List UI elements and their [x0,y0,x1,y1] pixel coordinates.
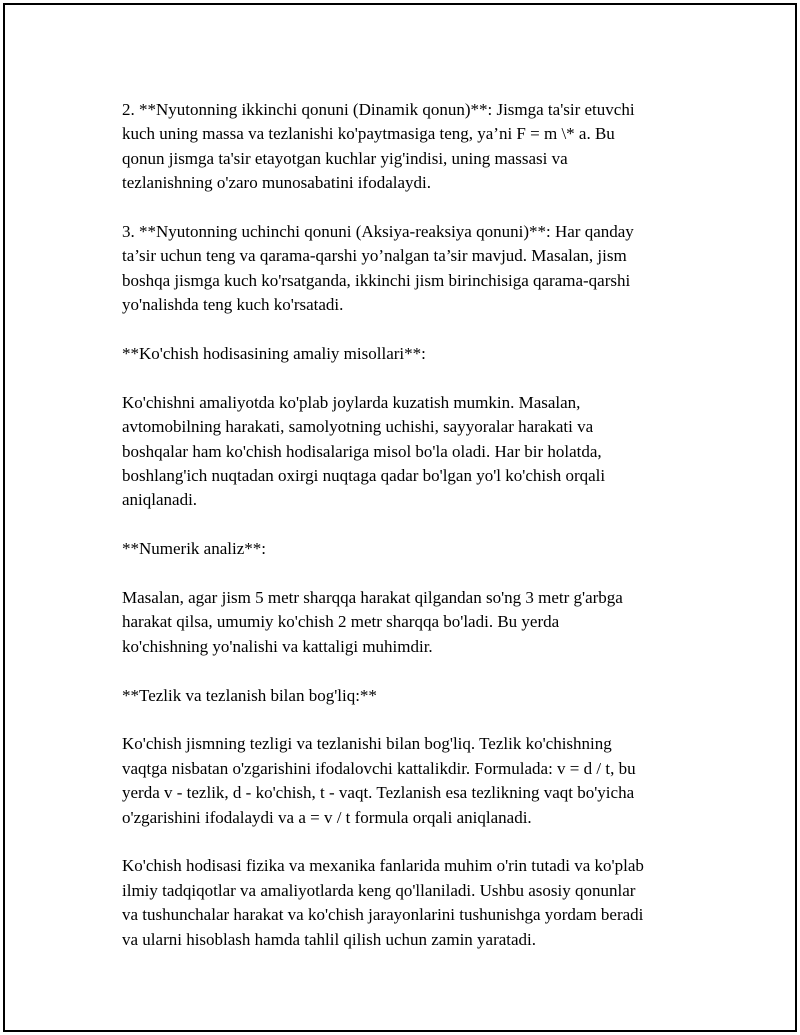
paragraph-newton-third-law [122,220,712,318]
text-line: yerda v - tezlik, d - ko'chish, t - vaqt. Tezlanish esa tezlikning vaqt bo'yicha [122,783,635,803]
heading-text: **Ko'chish hodisasining amaliy misollari**: [122,344,426,364]
text-line: vaqtga nisbatan o'zgarishini ifodalovchi kattalikdir. Formulada: v = d / t, bu [122,758,636,778]
heading-velocity-acceleration [122,684,712,708]
paragraph-velocity-acceleration [122,732,712,830]
paragraph-practical-examples [122,391,712,513]
text-line: ko'chishning yo'nalishi va kattaligi muhimdir. [122,636,433,656]
text-line: boshlang'ich nuqtadan oxirgi nuqtaga qadar bo'lgan yo'l ko'chish orqali [122,466,606,486]
text-line: o'zgarishini ifodalaydi va a = v / t formula orqali aniqlanadi. [122,807,532,827]
text-line: aniqlanadi. [122,490,198,510]
heading-practical-examples [122,342,712,366]
text-line: avtomobilning harakati, samolyotning uchishi, sayyoralar harakati va [122,417,594,437]
text-line: qonun jismga ta'sir etayotgan kuchlar yig'indisi, uning massasi va [122,148,568,168]
heading-text: **Tezlik va tezlanish bilan bog'liq:** [122,685,377,705]
text-line: ilmiy tadqiqotlar va amaliyotlarda keng qo'llaniladi. Ushbu asosiy qonunlar [122,880,636,900]
heading-numeric-analysis [122,537,712,561]
page-frame [3,3,797,1032]
text-line: yo'nalishda teng kuch ko'rsatadi. [122,295,344,315]
paragraph-numeric-analysis [122,586,712,659]
text-line: kuch uning massa va tezlanishi ko'paytmasiga teng, ya’ni F = m \* a. Bu [122,124,615,144]
text-line: Masalan, agar jism 5 metr sharqqa harakat qilgandan so'ng 3 metr g'arbga [122,588,623,608]
text-line: Ko'chishni amaliyotda ko'plab joylarda kuzatish mumkin. Masalan, [122,392,581,412]
text-line: ta’sir uchun teng va qarama-qarshi yo’nalgan ta’sir mavjud. Masalan, jism [122,246,627,266]
text-line: 3. **Nyutonning uchinchi qonuni (Aksiya-reaksiya qonuni)**: Har qanday [122,222,634,242]
text-line: harakat qilsa, umumiy ko'chish 2 metr sharqqa bo'ladi. Bu yerda [122,612,560,632]
text-line: 2. **Nyutonning ikkinchi qonuni (Dinamik qonun)**: Jismga ta'sir etuvchi [122,100,635,119]
text-line: Ko'chish hodisasi fizika va mexanika fanlarida muhim o'rin tutadi va ko'plab [122,856,644,876]
paragraph-conclusion [122,854,712,952]
text-line: Ko'chish jismning tezligi va tezlanishi bilan bog'liq. Tezlik ko'chishning [122,734,612,754]
text-line: va tushunchalar harakat va ko'chish jarayonlarini tushunishga yordam beradi [122,905,644,925]
text-line: boshqalar ham ko'chish hodisalariga misol bo'la oladi. Har bir holatda, [122,441,602,461]
text-line: tezlanishning o'zaro munosabatini ifodalaydi. [122,173,431,193]
text-line: boshqa jismga kuch ko'rsatganda, ikkinchi jism birinchisiga qarama-qarshi [122,270,631,290]
document-body [122,98,712,976]
paragraph-newton-second-law [122,98,712,196]
heading-text: **Numerik analiz**: [122,539,266,559]
text-line: va ularni hisoblash hamda tahlil qilish uchun zamin yaratadi. [122,929,537,949]
